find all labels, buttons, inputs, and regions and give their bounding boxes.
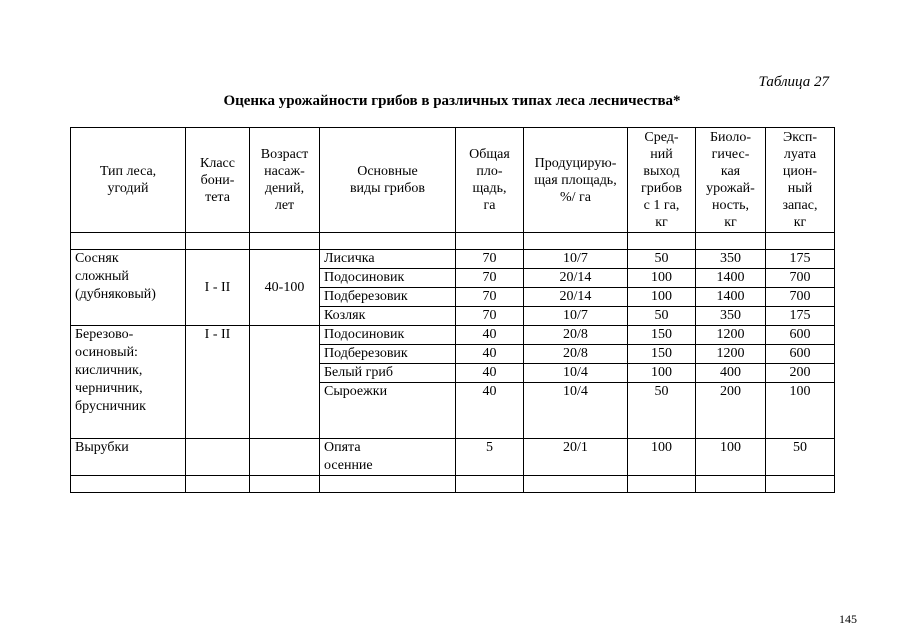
header-avg-yield: Сред- ний выход грибов с 1 га, кг xyxy=(628,128,696,233)
exploit-stock-cell: 600 xyxy=(766,326,835,345)
avg-yield-cell: 150 xyxy=(628,345,696,364)
exploit-stock-cell: 100 xyxy=(766,383,835,439)
forest-type-cell: Вырубки xyxy=(71,439,186,476)
exploit-stock-cell: 700 xyxy=(766,288,835,307)
species-cell: Опята осенние xyxy=(320,439,456,476)
table-row xyxy=(71,326,835,345)
avg-yield-cell: 100 xyxy=(628,269,696,288)
species-cell: Подберезовик xyxy=(320,345,456,364)
exploit-stock-cell: 50 xyxy=(766,439,835,476)
age-cell xyxy=(250,326,320,439)
bio-yield-cell: 100 xyxy=(696,439,766,476)
productive-area-cell: 10/4 xyxy=(524,383,628,439)
empty-row xyxy=(71,476,835,493)
area-cell: 40 xyxy=(456,345,524,364)
productive-area-cell: 10/7 xyxy=(524,250,628,269)
exploit-stock-cell: 200 xyxy=(766,364,835,383)
header-exploit-stock: Эксп- луата цион- ный запас, кг xyxy=(766,128,835,233)
header-productive-area: Продуцирую- щая площадь, %/ га xyxy=(524,128,628,233)
area-cell: 70 xyxy=(456,288,524,307)
productive-area-cell: 10/4 xyxy=(524,364,628,383)
exploit-stock-cell: 175 xyxy=(766,250,835,269)
bio-yield-cell: 1400 xyxy=(696,288,766,307)
productive-area-cell: 20/8 xyxy=(524,345,628,364)
productive-area-cell: 20/14 xyxy=(524,269,628,288)
area-cell: 70 xyxy=(456,307,524,326)
area-cell: 40 xyxy=(456,364,524,383)
spacer-row xyxy=(71,233,835,250)
productive-area-cell: 20/14 xyxy=(524,288,628,307)
bio-yield-cell: 200 xyxy=(696,383,766,439)
table-title: Оценка урожайности грибов в различных типах леса лесничества* xyxy=(223,93,681,109)
header-species: Основные виды грибов xyxy=(320,128,456,233)
exploit-stock-cell: 175 xyxy=(766,307,835,326)
table-caption: Таблица 27 xyxy=(758,74,829,90)
class-cell: I - II xyxy=(186,326,250,439)
exploit-stock-cell: 600 xyxy=(766,345,835,364)
species-cell: Подосиновик xyxy=(320,326,456,345)
area-cell: 70 xyxy=(456,250,524,269)
header-row xyxy=(71,128,835,233)
area-cell: 70 xyxy=(456,269,524,288)
header-age: Возраст насаж- дений, лет xyxy=(250,128,320,233)
header-total-area: Общая пло- щадь, га xyxy=(456,128,524,233)
productive-area-cell: 20/1 xyxy=(524,439,628,476)
avg-yield-cell: 100 xyxy=(628,364,696,383)
age-cell xyxy=(250,439,320,476)
page-number: 145 xyxy=(839,612,857,626)
species-cell: Сыроежки xyxy=(320,383,456,439)
bio-yield-cell: 350 xyxy=(696,307,766,326)
avg-yield-cell: 50 xyxy=(628,250,696,269)
mushroom-yield-table xyxy=(70,127,835,493)
species-cell: Подберезовик xyxy=(320,288,456,307)
bio-yield-cell: 1200 xyxy=(696,345,766,364)
species-cell: Подосиновик xyxy=(320,269,456,288)
avg-yield-cell: 150 xyxy=(628,326,696,345)
species-cell: Белый гриб xyxy=(320,364,456,383)
header-bio-yield: Биоло- гичес- кая урожай- ность, кг xyxy=(696,128,766,233)
bio-yield-cell: 1200 xyxy=(696,326,766,345)
avg-yield-cell: 100 xyxy=(628,288,696,307)
area-cell: 40 xyxy=(456,326,524,345)
forest-type-cell: Березово- осиновый: кисличник, черничник, брусничник xyxy=(71,326,186,439)
table-row xyxy=(71,250,835,269)
bio-yield-cell: 400 xyxy=(696,364,766,383)
area-cell: 40 xyxy=(456,383,524,439)
forest-type-cell: Сосняк сложный (дубняковый) xyxy=(71,250,186,326)
header-class: Класс бони- тета xyxy=(186,128,250,233)
class-cell: I - II xyxy=(186,250,250,326)
area-cell: 5 xyxy=(456,439,524,476)
class-cell xyxy=(186,439,250,476)
productive-area-cell: 20/8 xyxy=(524,326,628,345)
avg-yield-cell: 50 xyxy=(628,307,696,326)
productive-area-cell: 10/7 xyxy=(524,307,628,326)
avg-yield-cell: 50 xyxy=(628,383,696,439)
table-row xyxy=(71,439,835,476)
age-cell: 40-100 xyxy=(250,250,320,326)
header-forest-type: Тип леса, угодий xyxy=(71,128,186,233)
species-cell: Лисичка xyxy=(320,250,456,269)
exploit-stock-cell: 700 xyxy=(766,269,835,288)
avg-yield-cell: 100 xyxy=(628,439,696,476)
bio-yield-cell: 1400 xyxy=(696,269,766,288)
species-cell: Козляк xyxy=(320,307,456,326)
bio-yield-cell: 350 xyxy=(696,250,766,269)
